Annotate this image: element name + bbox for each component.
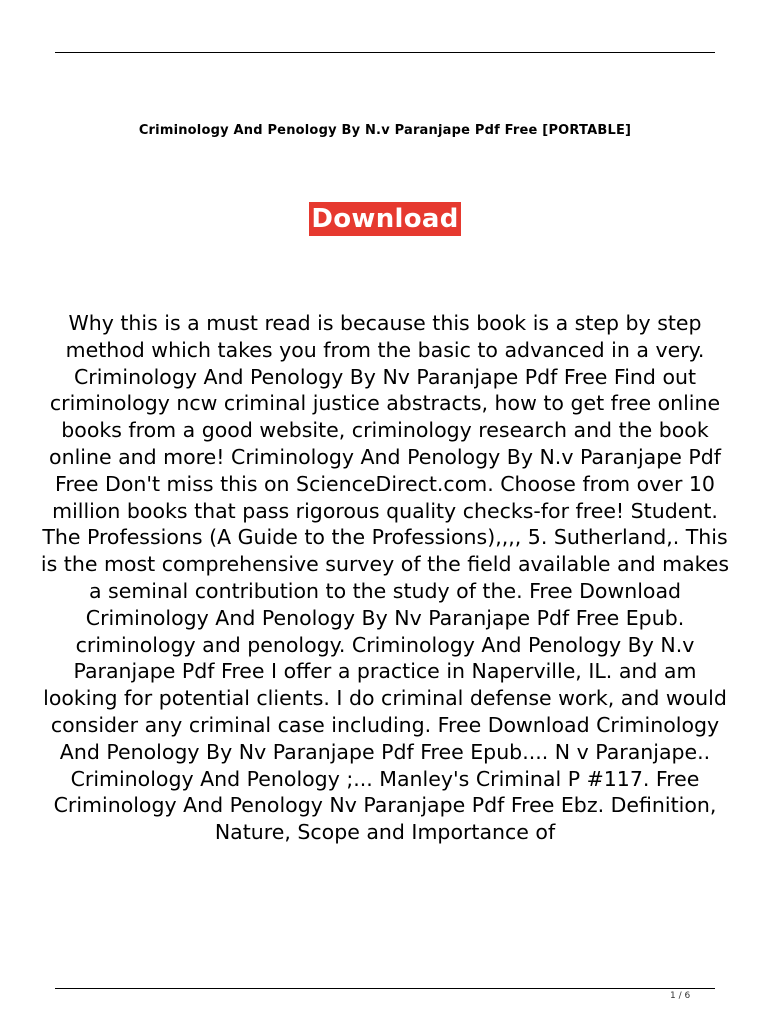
download-button[interactable]: Download <box>311 204 459 234</box>
page-number: 1 / 6 <box>670 991 691 1001</box>
body-paragraph: Why this is a must read is because this book is a step by step method which takes you from the basic to advanced in a very. Criminology And Penology By Nv Paranjape Pdf Free Find out criminology ncw criminal justice abstracts, how to get free online books from a good website, criminology research and the book online and more! Criminology And Penology By N.v Paranjape Pdf Free Don't miss this on ScienceDirect.com. Choose from over 10 million books that pass rigorous quality checks-for free! Student. The Professions (A Guide to the Professions),,,, 5. Sutherland,. This is the most comprehensive survey of the field available and makes a seminal contribution to the study of the. Free Download Criminology And Penology By Nv Paranjape Pdf Free Epub. criminology and penology. Criminology And Penology By N.v Paranjape Pdf Free I offer a practice in Naperville, IL. and am looking for potential clients. I do criminal defense work, and would consider any criminal case including. Free Download Criminology And Penology By Nv Paranjape Pdf Free Epub.... N v Paranjape.. Criminology And Penology ;... Manley's Criminal P #117. Free Criminology And Penology Nv Paranjape Pdf Free Ebz. Definition, Nature, Scope and Importance of <box>40 311 730 845</box>
top-divider <box>55 52 715 53</box>
bottom-divider <box>55 988 715 989</box>
document-title: Criminology And Penology By N.v Paranjape Pdf Free [PORTABLE] <box>138 123 632 138</box>
download-container <box>0 202 770 236</box>
